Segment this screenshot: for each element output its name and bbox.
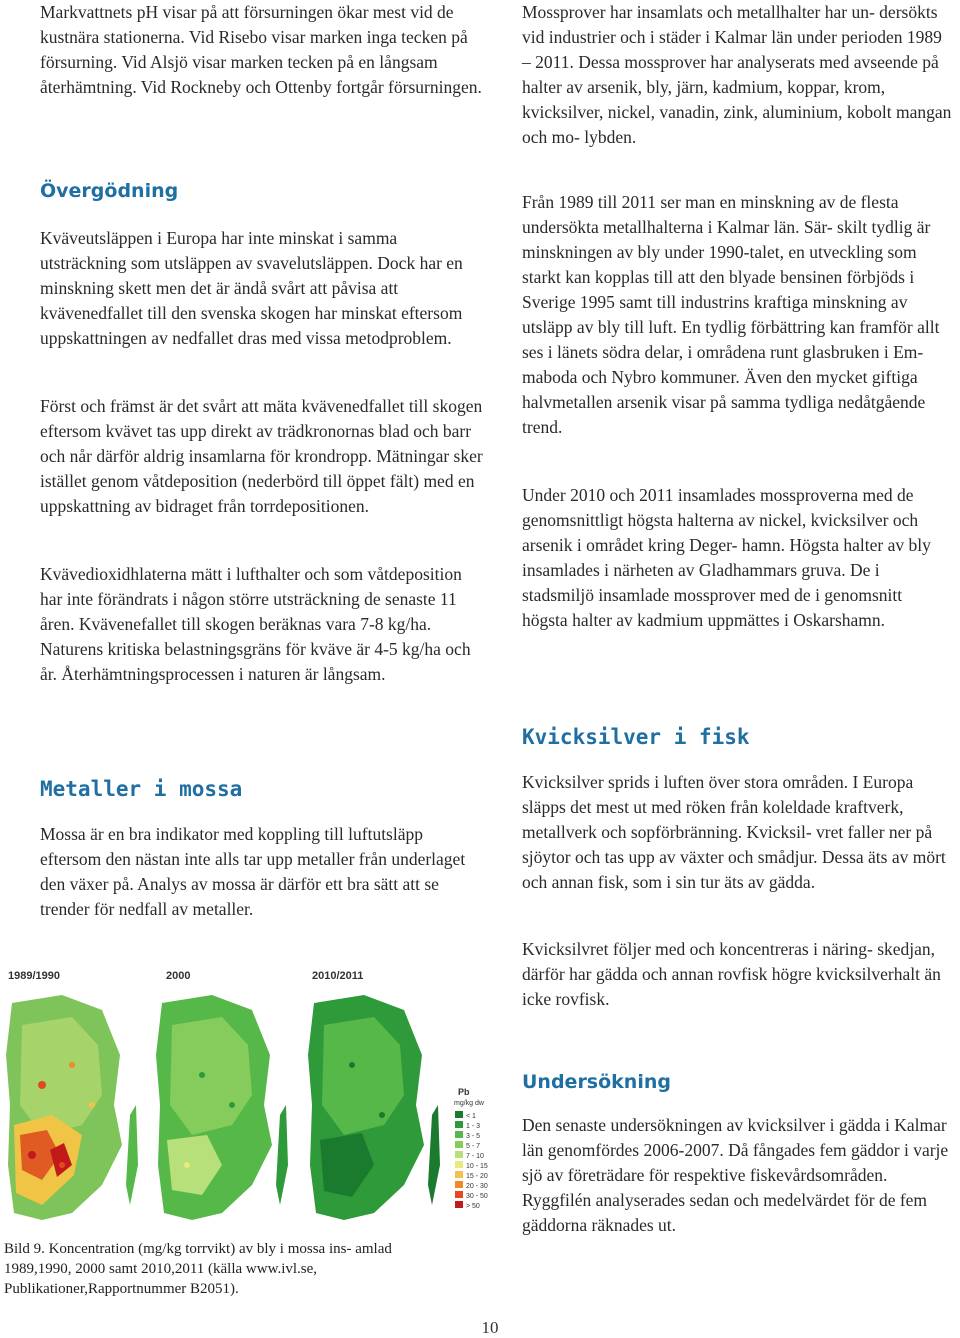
overgodning-heading: Övergödning bbox=[40, 180, 179, 202]
metaller-section bbox=[40, 777, 485, 801]
overgodning-paragraph-1: Kväveutsläppen i Europa har inte minskat i samma utsträckning som utsläppen av svavelutsläppen. Dock har en minskning skett men det är ändå svårt att påvisa att kvävenedfallet till den svenska skogen har minskat eftersom uppskattningen av nedfallet dras med vissa metodproblem. bbox=[40, 228, 463, 348]
map-legend bbox=[454, 1087, 488, 1210]
undersokning-paragraph: Den senaste undersökningen av kvicksilver i gädda i Kalmar län genomfördes 2006-2007. Då fångades fem gäddor i varje sjö av företrädare för respektive fiskevårdsområden. Ryggfilén analyserades sedan och medelvärdet för de fem gäddorna räknades ut. bbox=[522, 1115, 949, 1235]
kvicksilver-section bbox=[522, 725, 952, 749]
map-label-2: 2000 bbox=[166, 970, 191, 982]
legend-swatch bbox=[455, 1171, 463, 1178]
kvicksilver-paragraph-2: Kvicksilvret följer med och koncentreras i näring- skedjan, därför har gädda och annan rovfisk högre kvicksilverhalt än icke rovfisk. bbox=[522, 939, 941, 1009]
legend-swatch bbox=[455, 1181, 463, 1188]
acidification-paragraph: Markvattnets pH visar på att försurningen ökar mest vid de kustnära stationerna. Vid Risebo visar marken inga tecken på försurning. Vid Alsjö visar marken tecken på en långsam återhämtning. Vid Rockneby och Ottenby fortgår försurningen. bbox=[40, 2, 482, 97]
trend-paragraph: Från 1989 till 2011 ser man en minskning av de flesta undersökta metallhalterna i Kalmar län. Sär- skilt tydlig är minskningen av bly under 1990-talet, en utveckling som starkt kan kopplas till att den blyade bensinen förbjöds i Sverige 1995 samt till industrins kraftiga minskning av utsläpp av bly till luft. En tydlig förbättring kan framför allt ses i länets södra delar, i områdena runt glasbruken i Em- maboda och Nybro kommuner. Även den mycket giftiga halvmetallen arsenik visar på samma tydliga nedåtgående trend. bbox=[522, 192, 940, 437]
maps-figure-svg bbox=[2, 965, 502, 1227]
legend-label: 10 - 15 bbox=[466, 1163, 488, 1170]
legend-unit: mg/kg dw bbox=[454, 1100, 484, 1107]
kvicksilver-body bbox=[522, 770, 952, 895]
legend-label: 15 - 20 bbox=[466, 1173, 488, 1180]
left-column bbox=[40, 0, 485, 100]
page-number: 10 bbox=[481, 1318, 499, 1337]
legend-swatch bbox=[455, 1141, 463, 1148]
kvicksilver-paragraph-1: Kvicksilver sprids i luften över stora områden. I Europa släpps det mest ut med röken från koleldade kraftverk, metallverk och sopförbränning. Kvicksil- vret faller ner på sjöytor och tas upp av växter och smådjur. Dessa äts av mört och annan fisk, som i sin tur äts av gädda. bbox=[522, 772, 946, 892]
undersokning-body bbox=[522, 1113, 952, 1238]
legend-label: 7 - 10 bbox=[466, 1153, 484, 1160]
legend-swatch bbox=[455, 1121, 463, 1128]
right-body-3 bbox=[522, 483, 952, 633]
right-column bbox=[522, 0, 952, 150]
legend-label: 3 - 5 bbox=[466, 1133, 481, 1140]
metaller-heading: Metaller i mossa bbox=[40, 777, 243, 801]
legend-title: Pb bbox=[458, 1087, 470, 1097]
kvicksilver-heading: Kvicksilver i fisk bbox=[522, 725, 750, 749]
metaller-paragraph-1: Mossa är en bra indikator med koppling till luftutsläpp eftersom den nästan inte alls tar upp metaller från underlaget den växer på. Analys av mossa är därför ett bra sätt att se trender för nedfall av metaller. bbox=[40, 824, 466, 919]
legend-swatch bbox=[455, 1151, 463, 1158]
legend-label: 5 - 7 bbox=[466, 1143, 481, 1150]
highest-levels-paragraph: Under 2010 och 2011 insamlades mossproverna med de genomsnittligt högsta halterna av nickel, kvicksilver och arsenik i området kring Deger- hamn. Högsta halter av bly insamlades i närheten av Gladhammars gruva. De i stadsmiljö insamlade mossprover med de i genomsnitt högsta halter av kadmium uppmättes i Oskarshamn. bbox=[522, 485, 931, 630]
undersokning-heading: Undersökning bbox=[522, 1071, 671, 1093]
map-1989-1990 bbox=[2, 965, 150, 1227]
kvicksilver-body-2 bbox=[522, 937, 952, 1012]
mossprover-paragraph: Mossprover har insamlats och metallhalter har un- dersökts vid industrier och i städer i Kalmar län under perioden 1989 – 2011. Dessa mossprover har analyserats med avseende på halter av arsenik, bly, järn, kadmium, koppar, krom, kvicksilver, nickel, vanadin, zink, aluminium, kobolt mangan och mo- lybden. bbox=[522, 2, 952, 147]
legend-label: 20 - 30 bbox=[466, 1183, 488, 1190]
overgodning-section bbox=[40, 180, 485, 202]
metaller-body bbox=[40, 822, 485, 922]
overgodning-body bbox=[40, 226, 485, 351]
map-label-3: 2010/2011 bbox=[312, 970, 364, 982]
overgodning-paragraph-3: Kvävedioxidhlaterna mätt i lufthalter och som våtdeposition har inte förändrats i någon större utsträckning de senaste 11 åren. Kvävenefallet till skogen beräknas vara 7-8 kg/ha. Naturens kritiska belastningsgräns för kväve är 4-5 kg/ha och år. Återhämtningsprocessen i naturen är långsam. bbox=[40, 564, 471, 684]
figure-caption: Bild 9. Koncentration (mg/kg torrvikt) av bly i mossa ins- amlad 1989,1990, 2000 samt 2010,2011 (källa www.ivl.se, Publikationer,Rapportnummer B2051). bbox=[4, 1241, 392, 1297]
legend-swatch bbox=[455, 1161, 463, 1168]
overgodning-body-3 bbox=[40, 562, 485, 687]
legend-swatch bbox=[455, 1131, 463, 1138]
overgodning-body-2 bbox=[40, 394, 485, 519]
right-body-2 bbox=[522, 190, 952, 440]
undersokning-section bbox=[522, 1071, 952, 1093]
map-label-1: 1989/1990 bbox=[8, 970, 60, 982]
legend-label: 1 - 3 bbox=[466, 1123, 481, 1130]
map-2000 bbox=[154, 965, 302, 1227]
legend-swatch bbox=[455, 1201, 463, 1208]
lead-concentration-maps bbox=[2, 965, 502, 1227]
map-2010-2011 bbox=[306, 965, 454, 1227]
legend-swatch bbox=[455, 1111, 463, 1118]
legend-label: < 1 bbox=[466, 1113, 476, 1120]
legend-swatch bbox=[455, 1191, 463, 1198]
legend-label: > 50 bbox=[466, 1203, 480, 1210]
overgodning-paragraph-2: Först och främst är det svårt att mäta kvävenedfallet till skogen eftersom kvävet tas upp direkt av trädkronornas blad och barr och når därför aldrig insamlarna för krondropp. Mätningar sker istället genom våtdeposition (nederbörd till öppet fält) med en uppskattning av bidraget från torrdepositionen. bbox=[40, 396, 483, 516]
legend-label: 30 - 50 bbox=[466, 1193, 488, 1200]
